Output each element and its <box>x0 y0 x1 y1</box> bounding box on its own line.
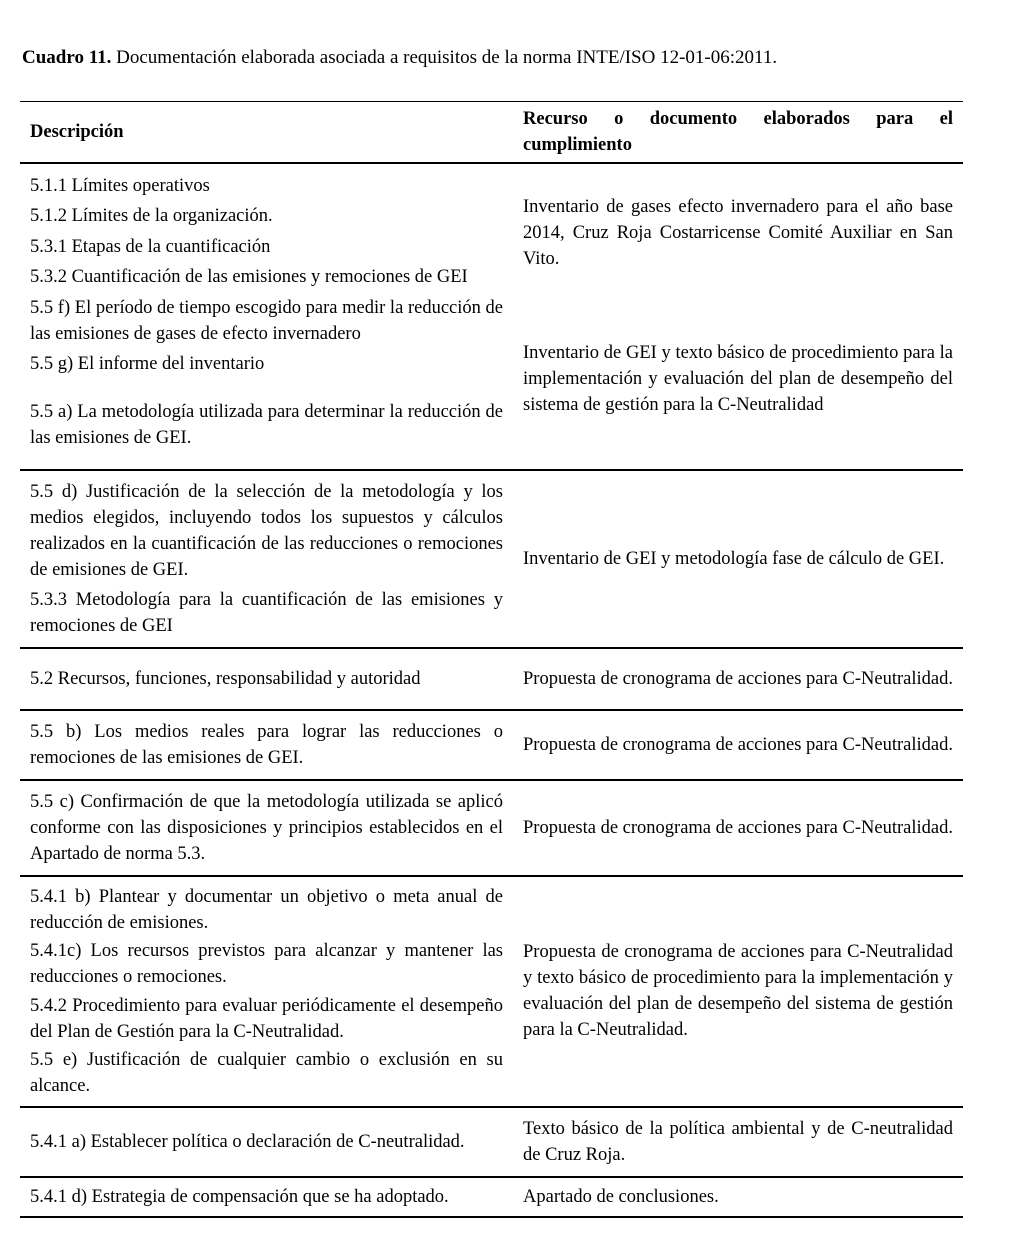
description-cell <box>20 876 513 1107</box>
resource-paragraph: Propuesta de cronograma de acciones para C-Neutralidad. <box>523 818 953 838</box>
resource-paragraph: Texto básico de la política ambiental y de C-neutralidad de Cruz Roja. <box>523 1118 953 1165</box>
description-paragraph: 5.5 d) Justificación de la selección de la metodología y los medios elegidos, incluyendo todos los supuestos y cálculos realizados en la cuantificación de las reducciones o remociones de emisiones de GEI. <box>30 482 503 580</box>
description-paragraph: 5.3.1 Etapas de la cuantificación <box>30 236 271 257</box>
resource-paragraph: Propuesta de cronograma de acciones para C-Neutralidad. <box>523 735 953 755</box>
description-paragraph: 5.5 b) Los medios reales para lograr las reducciones o remociones de las emisiones de GEI. <box>30 722 503 768</box>
description-paragraph: 5.4.1 d) Estrategia de compensación que se ha adoptado. <box>30 1186 449 1207</box>
paper-page <box>0 46 1019 1256</box>
description-paragraph: 5.2 Recursos, funciones, responsabilidad y autoridad <box>30 669 421 689</box>
description-cell <box>20 1177 513 1217</box>
table-caption-text: Documentación elaborada asociada a requisitos de la norma INTE/ISO 12-01-06:2011. <box>111 47 778 68</box>
table-caption-label: Cuadro 11. <box>22 47 112 68</box>
description-paragraph: 5.4.2 Procedimiento para evaluar periódicamente el desempeño del Plan de Gestión para la C-Neutralidad. <box>30 995 503 1042</box>
resource-cell <box>513 648 963 710</box>
resource-cell <box>513 470 963 648</box>
table-row <box>20 648 963 710</box>
resource-cell <box>513 1107 963 1177</box>
description-cell <box>20 648 513 710</box>
description-cell <box>20 163 513 470</box>
table-row <box>20 876 963 1107</box>
resource-paragraph: Propuesta de cronograma de acciones para C-Neutralidad. <box>523 669 953 689</box>
requirements-documentation-table <box>20 101 963 1218</box>
resource-cell <box>513 163 963 470</box>
resource-paragraph: Inventario de GEI y metodología fase de cálculo de GEI. <box>523 549 945 569</box>
description-cell <box>20 1107 513 1177</box>
resource-cell <box>513 710 963 780</box>
resource-paragraph: Propuesta de cronograma de acciones para C-Neutralidad y texto básico de procedimiento para la implementación y evaluación del plan de desempeño del sistema de gestión para la C-Neutralidad. <box>523 942 953 1041</box>
description-paragraph: 5.1.2 Límites de la organización. <box>30 206 273 226</box>
description-paragraph: 5.4.1 a) Establecer política o declaración de C-neutralidad. <box>30 1131 465 1152</box>
description-paragraph: 5.3.2 Cuantificación de las emisiones y remociones de GEI <box>30 267 468 287</box>
resource-paragraph: Apartado de conclusiones. <box>523 1186 719 1207</box>
resource-paragraph: Inventario de gases efecto invernadero para el año base 2014, Cruz Roja Costarricense Comité Auxiliar en San Vito. <box>523 197 953 269</box>
resource-cell <box>513 780 963 876</box>
description-paragraph: 5.5 g) El informe del inventario <box>30 354 265 374</box>
description-paragraph: 5.4.1c) Los recursos previstos para alcanzar y mantener las reducciones o remociones. <box>30 941 503 987</box>
table-row <box>20 1107 963 1177</box>
table-row <box>20 780 963 876</box>
table-header-row <box>20 102 963 164</box>
table-body <box>20 163 963 1217</box>
resource-cell <box>513 876 963 1107</box>
description-paragraph: 5.5 f) El período de tiempo escogido para medir la reducción de las emisiones de gases de efecto invernadero <box>30 297 503 344</box>
description-paragraph: 5.5 a) La metodología utilizada para determinar la reducción de las emisiones de GEI. <box>30 402 503 448</box>
description-cell <box>20 780 513 876</box>
table-row <box>20 163 963 470</box>
description-paragraph: 5.3.3 Metodología para la cuantificación de las emisiones y remociones de GEI <box>30 590 503 636</box>
table-row <box>20 710 963 780</box>
description-paragraph: 5.5 c) Confirmación de que la metodología utilizada se aplicó conforme con las disposiciones y principios establecidos en el Apartado de norma 5.3. <box>30 792 503 864</box>
column-header-descripcion: Descripción <box>20 102 513 164</box>
resource-cell <box>513 1177 963 1217</box>
table-caption <box>22 46 942 70</box>
column-header-recurso: Recurso o documento elaborados para el cumplimiento <box>523 109 953 155</box>
resource-paragraph: Inventario de GEI y texto básico de procedimiento para la implementación y evaluación del plan de desempeño del sistema de gestión para la C-Neutralidad <box>523 343 953 415</box>
table-row <box>20 470 963 648</box>
description-cell <box>20 470 513 648</box>
description-paragraph: 5.4.1 b) Plantear y documentar un objetivo o meta anual de reducción de emisiones. <box>30 886 503 933</box>
description-paragraph: 5.5 e) Justificación de cualquier cambio o exclusión en su alcance. <box>30 1050 503 1096</box>
description-cell <box>20 710 513 780</box>
description-paragraph: 5.1.1 Límites operativos <box>30 175 210 196</box>
table-row <box>20 1177 963 1217</box>
